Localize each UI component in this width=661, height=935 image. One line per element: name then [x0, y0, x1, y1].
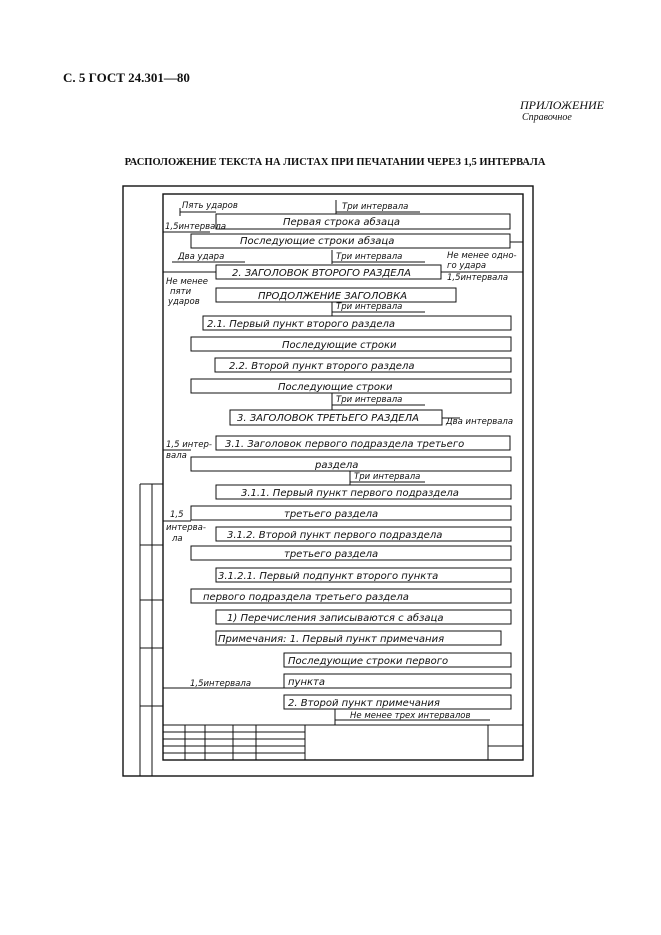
text-line-box — [230, 410, 442, 425]
text-line-box — [216, 288, 456, 302]
svg-text:третьего раздела: третьего раздела — [284, 549, 379, 560]
note-min-one-stroke: го удара — [447, 261, 487, 271]
note-min-five: ударов — [168, 297, 200, 307]
svg-text:Первая строка абзаца: Первая строка абзаца — [283, 217, 401, 228]
text-line-box — [216, 568, 511, 582]
text-line-box — [216, 485, 511, 499]
note-five-strokes: Пять ударов — [182, 201, 238, 211]
text-line-box — [191, 337, 511, 351]
note-min-five: пяти — [170, 287, 192, 297]
title-block — [163, 725, 523, 760]
svg-text:Последующие строки: Последующие строки — [278, 382, 393, 393]
text-line-box — [215, 358, 511, 372]
text-line-box — [216, 214, 510, 229]
text-line-box — [191, 506, 511, 520]
note-one-half-interval: ла — [172, 534, 183, 544]
text-line-box — [284, 695, 511, 709]
note-min-three-intervals: Не менее трех интервалов — [350, 711, 471, 721]
svg-text:раздела: раздела — [315, 460, 359, 471]
note-three-intervals: Три интервала — [342, 202, 409, 212]
text-line-box — [216, 527, 511, 541]
text-line-box — [216, 610, 511, 624]
note-three-intervals: Три интервала — [336, 395, 403, 405]
note-two-intervals: Два интервала — [446, 417, 514, 427]
text-line-box — [191, 589, 511, 603]
left-stamp-columns — [140, 484, 163, 776]
note-one-half-interval: вала — [166, 451, 187, 461]
svg-text:2. Второй пункт примечания: 2. Второй пункт примечания — [288, 698, 440, 709]
note-one-half-intervals: 1,5интервала — [165, 222, 227, 232]
note-three-intervals: Три интервала — [336, 302, 403, 312]
note-two-strokes: Два удара — [178, 252, 225, 262]
svg-text:Последующие строки: Последующие строки — [282, 340, 397, 351]
page-header: С. 5 ГОСТ 24.301—80 — [63, 70, 190, 85]
note-one-half-interval: 1,5 интер- — [166, 440, 212, 450]
note-one-half-interval: интерва- — [166, 523, 206, 533]
svg-text:первого подраздела третьего ра: первого подраздела третьего раздела — [203, 592, 409, 603]
document-title: РАСПОЛОЖЕНИЕ ТЕКСТА НА ЛИСТАХ ПРИ ПЕЧАТАНИИ ЧЕРЕЗ 1,5 ИНТЕРВАЛА — [124, 157, 546, 168]
svg-text:Последующие строки первого: Последующие строки первого — [288, 656, 449, 667]
svg-text:Примечания: 1. Первый пункт пр: Примечания: 1. Первый пункт примечания — [218, 634, 445, 645]
note-three-intervals: Три интервала — [336, 252, 403, 262]
text-line-box — [191, 457, 511, 471]
text-line-box — [191, 379, 511, 393]
appendix-title: ПРИЛОЖЕНИЕ — [520, 98, 604, 112]
note-one-half-interval: 1,5 — [170, 510, 184, 520]
svg-text:Последующие строки абзаца: Последующие строки абзаца — [240, 236, 395, 247]
svg-text:ПРОДОЛЖЕНИЕ ЗАГОЛОВКА: ПРОДОЛЖЕНИЕ ЗАГОЛОВКА — [258, 291, 408, 302]
svg-text:2.2. Второй пункт второго разд: 2.2. Второй пункт второго раздела — [229, 361, 415, 372]
text-line-box — [216, 436, 510, 450]
svg-text:3.1. Заголовок первого подразд: 3.1. Заголовок первого подраздела третьего — [225, 439, 465, 450]
appendix-type: Справочное — [522, 112, 572, 123]
svg-text:2. ЗАГОЛОВОК ВТОРОГО РАЗДЕЛА: 2. ЗАГОЛОВОК ВТОРОГО РАЗДЕЛА — [232, 268, 411, 279]
note-min-one-stroke: Не менее одно- — [447, 251, 517, 261]
svg-text:3.1.2.1. Первый подпункт второ: 3.1.2.1. Первый подпункт второго пункта — [218, 571, 439, 582]
text-line-box — [216, 265, 441, 279]
svg-text:2.1. Первый пункт второго разд: 2.1. Первый пункт второго раздела — [207, 319, 396, 330]
svg-text:пункта: пункта — [288, 677, 325, 688]
svg-text:3. ЗАГОЛОВОК ТРЕТЬЕГО РАЗДЕЛА: 3. ЗАГОЛОВОК ТРЕТЬЕГО РАЗДЕЛА — [237, 413, 419, 424]
note-three-intervals: Три интервала — [354, 472, 421, 482]
svg-text:третьего раздела: третьего раздела — [284, 509, 379, 520]
svg-text:1) Перечисления записываются с: 1) Перечисления записываются с абзаца — [227, 613, 444, 624]
text-line-box — [203, 316, 511, 330]
text-line-box — [191, 546, 511, 560]
note-one-half-intervals: 1,5интервала — [447, 273, 509, 283]
svg-text:3.1.2. Второй пункт первого по: 3.1.2. Второй пункт первого подраздела — [227, 530, 443, 541]
text-line-box — [216, 631, 501, 645]
text-line-box — [284, 653, 511, 667]
svg-text:3.1.1. Первый пункт первого по: 3.1.1. Первый пункт первого подраздела — [241, 488, 459, 499]
note-one-half-intervals: 1,5интервала — [190, 679, 252, 689]
text-line-box — [284, 674, 511, 688]
note-min-five: Не менее — [166, 277, 208, 287]
text-line-box — [191, 234, 510, 248]
